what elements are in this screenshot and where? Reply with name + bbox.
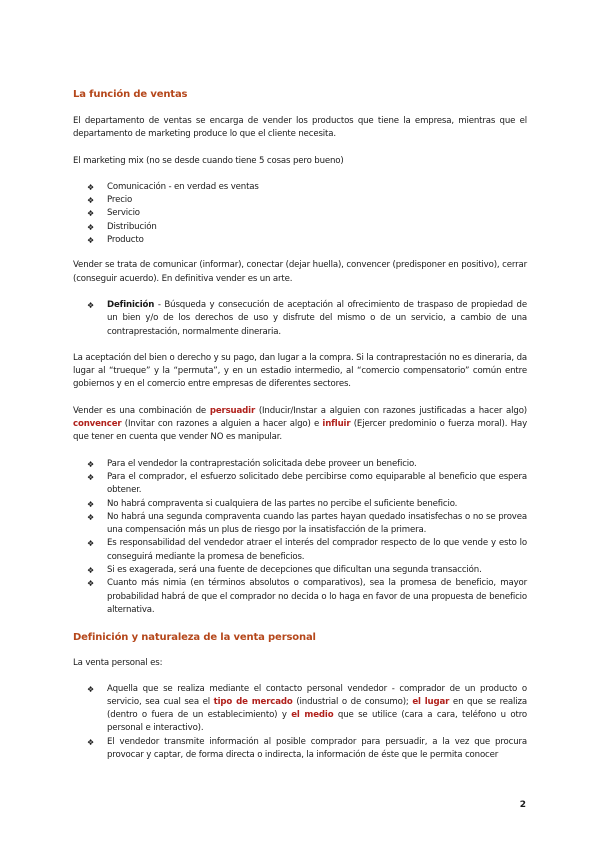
list-item: ❖ Precio: [73, 194, 527, 207]
list-item: ❖ Distribución: [73, 221, 527, 234]
list-item: ❖ Es responsabilidad del vendedor atraer el interés del comprador respecto de lo que vende y esto lo conseguirá mediante la promesa de beneficios.: [87, 538, 527, 562]
definition-list: [73, 299, 527, 339]
list-item: ❖ Comunicación - en verdad es ventas: [73, 181, 527, 194]
keyword-tipo-mercado: tipo de mercado: [213, 696, 293, 707]
paragraph-aceptacion: La aceptación del bien o derecho y su pago, dan lugar a la compra. Si la contraprestación no es dineraria, da lugar al “trueque” y la “permuta”, y en un estadio intermedio, al “comercio compensatorio” común entre gobiernos y en el comercio entre empresas de diferentes sectores.: [73, 352, 527, 390]
section-title-funcion-ventas: La función de ventas: [73, 89, 188, 100]
list-item: ❖ Para el vendedor la contraprestación solicitada debe proveer un beneficio.: [73, 458, 527, 471]
keyword-persuadir: persuadir: [209, 405, 256, 416]
diamond-bullet-icon: ❖: [87, 684, 95, 694]
list-item: ❖ Aquella que se realiza mediante el contacto personal vendedor - comprador de un producto o servicio, sea cual sea el tipo de mercado (industrial o de consumo); el lugar en que se realiza (dentro o fuera de un establecimiento) y el medio que se utilice (cara a cara, teléfono u otro personal e interactivo).: [87, 683, 528, 734]
page-number: 2: [519, 800, 526, 810]
diamond-bullet-icon: ❖: [87, 737, 95, 747]
list-item: ❖ Para el comprador, el esfuerzo solicitado debe percibirse como equiparable al beneficio que espera obtener.: [87, 471, 527, 496]
diamond-bullet-icon: ❖: [87, 236, 95, 246]
diamond-bullet-icon: ❖: [87, 459, 95, 469]
marketing-mix-list: [73, 181, 527, 247]
diamond-bullet-icon: ❖: [87, 539, 95, 549]
keyword-convencer: convencer: [73, 419, 122, 430]
diamond-bullet-icon: ❖: [87, 472, 95, 482]
list-item: ❖ No habrá una segunda compraventa cuando las partes hayan quedado insatisfechas o no se provea una compensación más un plus de riesgo por la insatisfacción de la primera.: [87, 511, 527, 536]
beneficio-points-list: [73, 458, 527, 618]
paragraph-venta-personal-intro: La venta personal es:: [73, 658, 163, 669]
keyword-el-lugar: el lugar: [412, 696, 450, 707]
list-item: ❖ Si es exagerada, será una fuente de decepciones que dificultan una segunda transacción.: [73, 564, 527, 577]
paragraph-marketing-mix: El marketing mix (no se desde cuando tiene 5 cosas pero bueno): [73, 155, 344, 166]
diamond-bullet-icon: ❖: [87, 579, 95, 589]
diamond-bullet-icon: ❖: [87, 182, 95, 192]
diamond-bullet-icon: ❖: [87, 499, 95, 509]
paragraph-vender-comunicar: Vender se trata de comunicar (informar), conectar (dejar huella), convencer (predisponer en positivo), cerrar (conseguir acuerdo). En definitiva vender es un arte.: [73, 260, 527, 284]
diamond-bullet-icon: ❖: [87, 222, 95, 232]
list-item: ❖ Cuanto más nimia (en términos absolutos o comparativos), sea la promesa de beneficio, mayor probabilidad habrá de que el comprador no decida o lo haga en favor de una propuesta de beneficio alternativa.: [87, 578, 527, 615]
paragraph-intro: El departamento de ventas se encarga de vender los productos que tiene la empresa, mientras que el departamento de marketing produce lo que el cliente necesita.: [73, 116, 527, 140]
list-item: ❖ No habrá compraventa si cualquiera de las partes no percibe el suficiente beneficio.: [73, 498, 527, 511]
diamond-bullet-icon: ❖: [87, 209, 95, 219]
paragraph-combinacion: Vender es una combinación de persuadir (Inducir/Instar a alguien con razones justificadas a hacer algo) convencer (Invitar con razones a alguien a hacer algo) e influir (Ejercer predominio o fuerza moral). Hay que tener en cuenta que vender NO es manipular.: [73, 405, 528, 443]
section-title-venta-personal: Definición y naturaleza de la venta personal: [73, 632, 316, 644]
page-content: [73, 84, 527, 762]
definition-text: - Búsqueda y consecución de aceptación al ofrecimiento de traspaso de propiedad de un bien y/o de los derechos de uso y disfrute del mismo o de un servicio, a cambio de una contraprestación, normalmente dineraria.: [107, 299, 527, 337]
diamond-bullet-icon: ❖: [87, 196, 95, 206]
definition-label: Definición: [107, 299, 155, 310]
list-item: ❖ El vendedor transmite información al posible comprador para persuadir, a la vez que procura provocar y captar, de forma directa o indirecta, la información de éste que le permita conocer: [87, 736, 527, 760]
keyword-influir: influir: [322, 419, 351, 430]
list-item: ❖ Servicio: [73, 207, 527, 220]
diamond-bullet-icon: ❖: [87, 300, 95, 310]
diamond-bullet-icon: ❖: [87, 512, 95, 522]
venta-personal-list: [73, 683, 527, 763]
list-item-definicion: [73, 299, 527, 339]
list-item: ❖ Producto: [73, 234, 527, 247]
keyword-el-medio: el medio: [291, 710, 334, 721]
diamond-bullet-icon: ❖: [87, 566, 95, 576]
